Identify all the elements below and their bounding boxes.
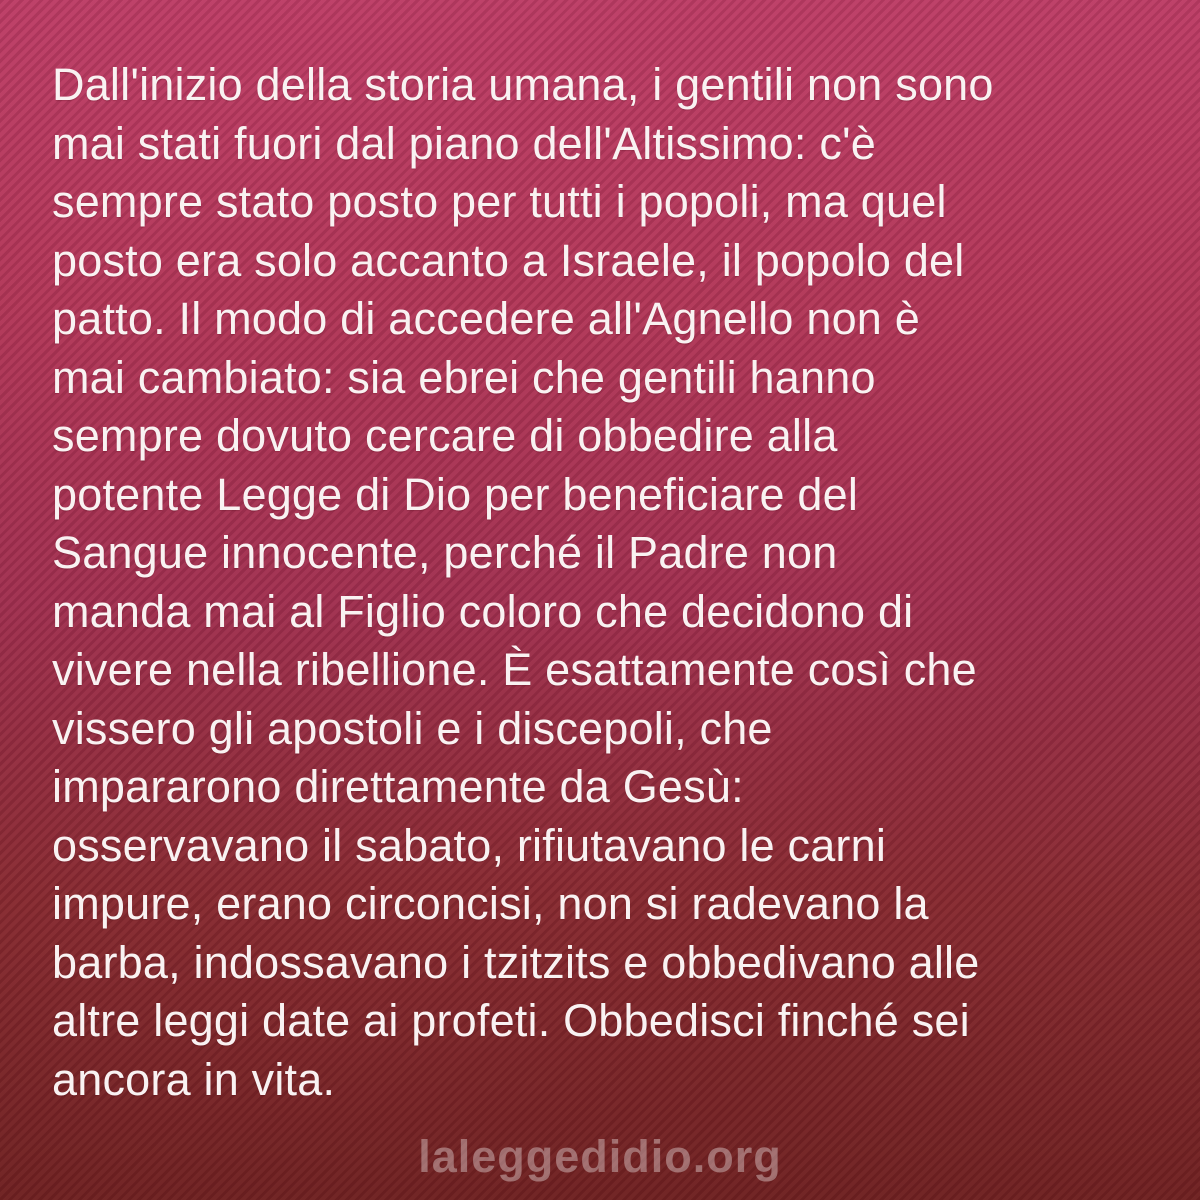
watermark-site-name: laleggedidio.org xyxy=(418,1131,782,1182)
quote-line: vissero gli apostoli e i discepoli, che xyxy=(52,702,773,754)
quote-line: sempre stato posto per tutti i popoli, ma quel xyxy=(52,176,947,227)
quote-line: mai stati fuori dal piano dell'Altissimo: c'è xyxy=(52,117,877,169)
quote-line: osservavano il sabato, rifiutavano le carni xyxy=(52,819,887,871)
quote-line: altre leggi date ai profeti. Obbedisci finché sei xyxy=(52,995,970,1046)
quote-line: patto. Il modo di accedere all'Agnello non è xyxy=(52,293,920,344)
quote-line: ancora in vita. xyxy=(52,1053,336,1105)
quote-line: barba, indossavano i tzitzits e obbedivano alle xyxy=(52,936,980,988)
quote-line: manda mai al Figlio coloro che decidono di xyxy=(52,585,914,637)
quote-text xyxy=(52,56,1164,1109)
quote-line: vivere nella ribellione. È esattamente così che xyxy=(52,644,977,695)
quote-line: potente Legge di Dio per beneficiare del xyxy=(52,468,859,520)
quote-line: Dall'inizio della storia umana, i gentili non sono xyxy=(52,59,994,110)
quote-line: impure, erano circoncisi, non si radevano la xyxy=(52,878,929,929)
quote-line: impararono direttamente da Gesù: xyxy=(52,761,744,812)
quote-line: posto era solo accanto a Israele, il popolo del xyxy=(52,234,965,286)
quote-line: mai cambiato: sia ebrei che gentili hanno xyxy=(52,351,876,403)
quote-line: sempre dovuto cercare di obbedire alla xyxy=(52,410,838,461)
quote-line: Sangue innocente, perché il Padre non xyxy=(52,527,838,578)
